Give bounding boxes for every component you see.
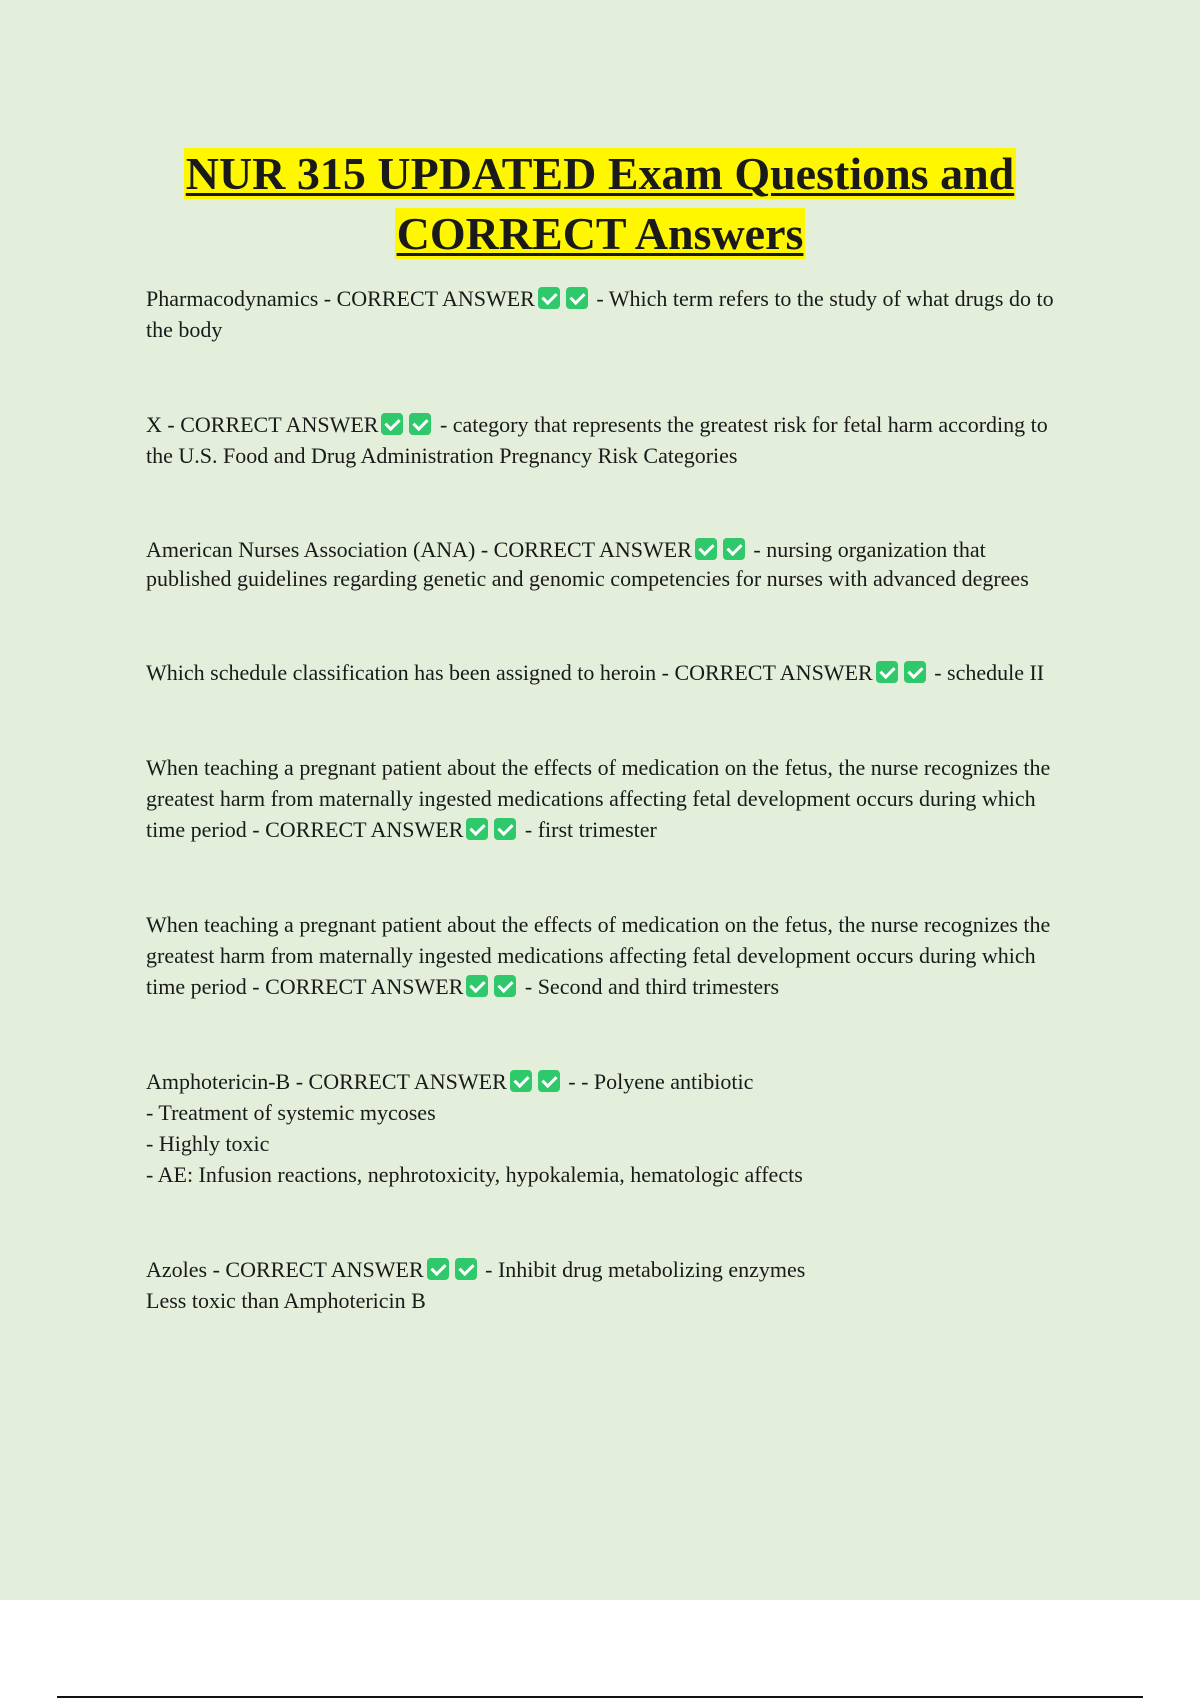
question-text: American Nurses Association (ANA) - CORRECT ANSWER [146, 537, 692, 562]
question-text: When teaching a pregnant patient about the effects of medication on the fetus, the nurse recognizes the greatest harm from maternally ingested medications affecting fetal development occurs during which time period - CORRECT ANSWER [146, 755, 1051, 842]
check-mark-icon [723, 538, 745, 560]
qa-item [146, 752, 1076, 845]
qa-text [146, 657, 1076, 688]
title-line-1: NUR 315 UPDATED Exam Questions and [185, 148, 1015, 199]
answer-text: - Which term refers to the study of what drugs do to the body [146, 286, 1054, 342]
qa-item [146, 409, 1076, 471]
document-title [0, 144, 1200, 264]
check-mark-icon [494, 975, 516, 997]
check-mark-icon [695, 538, 717, 560]
qa-item [146, 1066, 1076, 1190]
question-text: Azoles - CORRECT ANSWER [146, 1257, 424, 1282]
qa-item [146, 535, 1076, 593]
check-mark-icon [409, 413, 431, 435]
check-mark-icon [566, 287, 588, 309]
check-mark-icon [381, 413, 403, 435]
check-mark-icon [904, 661, 926, 683]
check-mark-icon [876, 661, 898, 683]
qa-text [146, 752, 1076, 845]
question-text: Amphotericin-B - CORRECT ANSWER [146, 1069, 507, 1094]
check-mark-icon [538, 287, 560, 309]
answer-text: - schedule II [928, 660, 1045, 685]
check-mark-icon [466, 818, 488, 840]
qa-text [146, 283, 1076, 345]
answer-text: - Second and third trimesters [519, 974, 780, 999]
qa-text [146, 1066, 1076, 1097]
answer-text: - Inhibit drug metabolizing enzymes [479, 1257, 806, 1282]
question-text: Pharmacodynamics - CORRECT ANSWER [146, 286, 535, 311]
detail-line: Less toxic than Amphotericin B [146, 1288, 426, 1313]
qa-item [146, 657, 1076, 688]
qa-item [146, 1254, 1076, 1316]
answer-text: - first trimester [519, 817, 657, 842]
qa-text [146, 409, 1076, 471]
answer-text: - - Polyene antibiotic [562, 1069, 754, 1094]
detail-line: - AE: Infusion reactions, nephrotoxicity, hypokalemia, hematologic affects [146, 1162, 803, 1187]
answer-text: - nursing organization that published guidelines regarding genetic and genomic competencies for nurses with advanced degrees [146, 537, 1029, 591]
qa-text [146, 909, 1076, 1002]
answer-text: - category that represents the greatest risk for fetal harm according to the U.S. Food and Drug Administration Pregnancy Risk Categories [146, 412, 1048, 468]
qa-item [146, 283, 1076, 345]
question-text: When teaching a pregnant patient about the effects of medication on the fetus, the nurse recognizes the greatest harm from maternally ingested medications affecting fetal development occurs during which time period - CORRECT ANSWER [146, 912, 1051, 999]
check-mark-icon [466, 975, 488, 997]
check-mark-icon [510, 1070, 532, 1092]
check-mark-icon [494, 818, 516, 840]
check-mark-icon [455, 1258, 477, 1280]
question-text: X - CORRECT ANSWER [146, 412, 379, 437]
detail-line: - Treatment of systemic mycoses [146, 1100, 436, 1125]
check-mark-icon [538, 1070, 560, 1092]
qa-text [146, 535, 1076, 593]
qa-text [146, 1254, 1076, 1285]
qa-list [146, 283, 1076, 1316]
title-line-2: CORRECT Answers [396, 208, 804, 259]
detail-line: - Highly toxic [146, 1131, 270, 1156]
qa-item [146, 909, 1076, 1002]
check-mark-icon [427, 1258, 449, 1280]
footer-divider [57, 1696, 1143, 1698]
question-text: Which schedule classification has been assigned to heroin - CORRECT ANSWER [146, 660, 873, 685]
